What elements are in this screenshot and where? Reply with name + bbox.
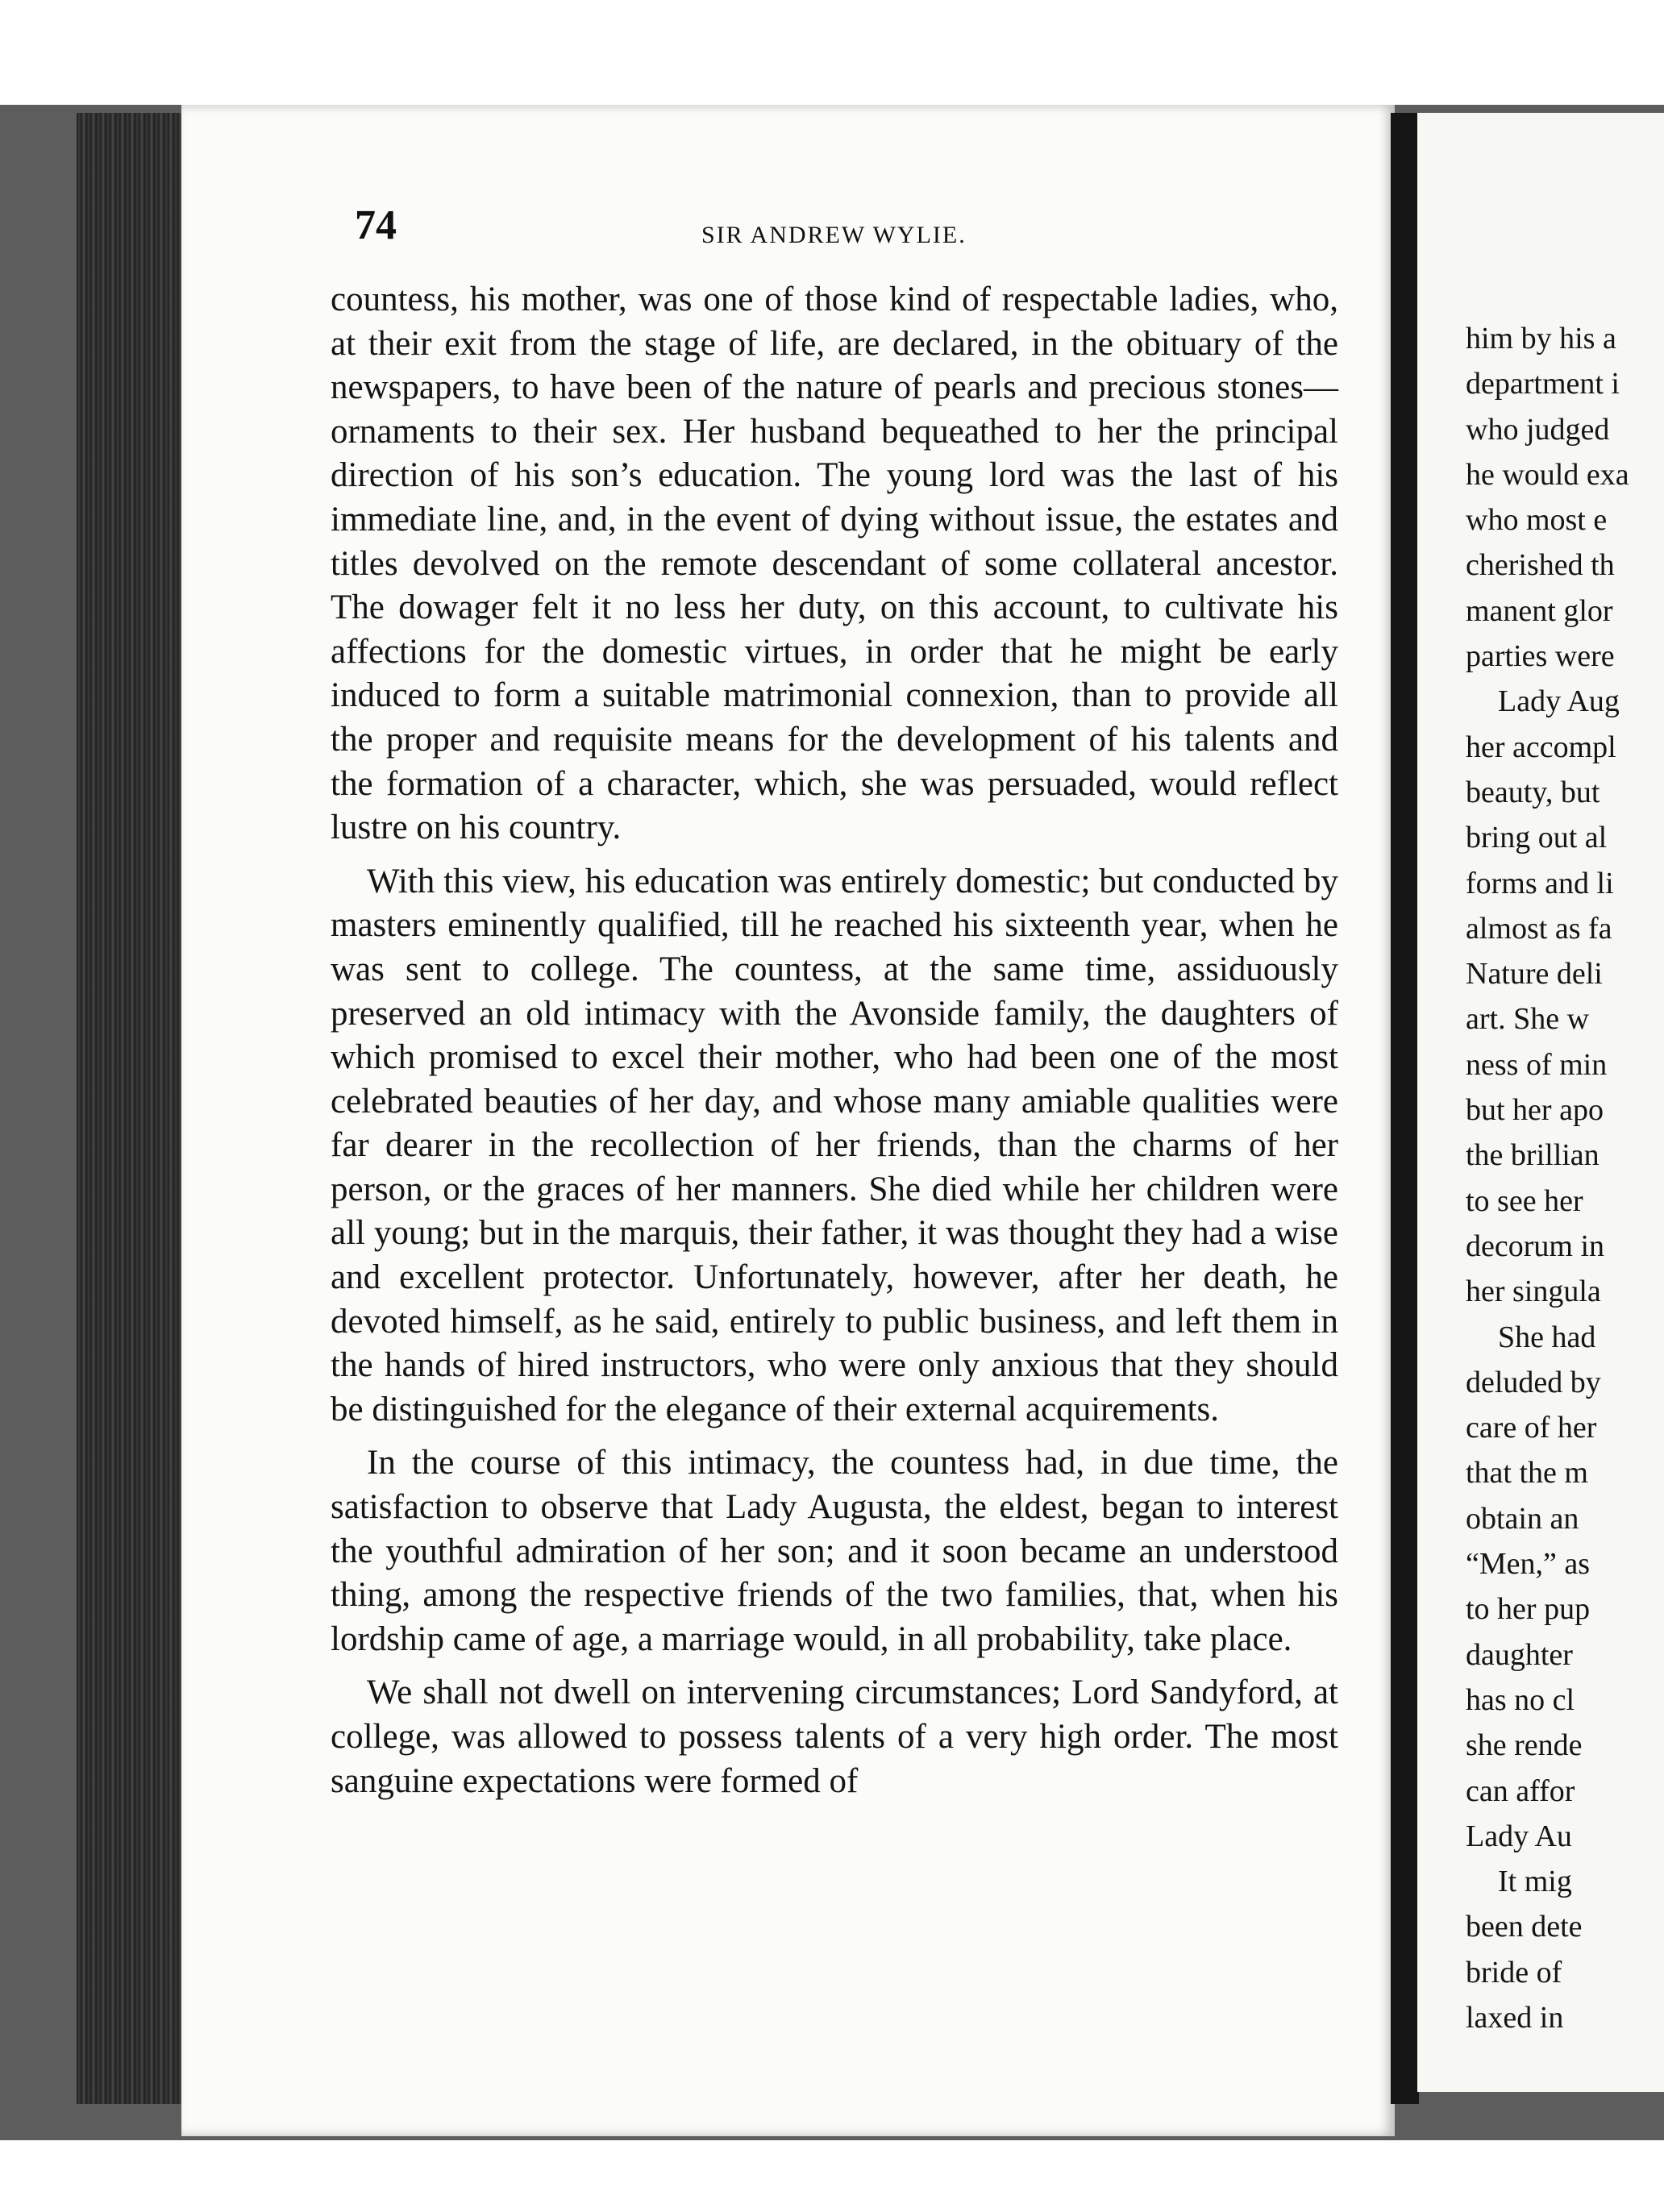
right-page-line: has no cl [1466,1682,1575,1717]
right-page-line: she rende [1466,1728,1583,1763]
right-page-line: “Men,” as [1466,1547,1591,1582]
right-page-line: beauty, but [1466,775,1600,809]
right-page-line: Lady Au [1466,1819,1572,1853]
right-page-line: him by his a [1466,322,1616,356]
right-page-line: that the m [1466,1456,1588,1491]
right-page-line: can affor [1466,1773,1575,1808]
right-page-line: deluded by [1466,1365,1601,1399]
right-page-line: It mig [1498,1865,1572,1899]
right-page-line: bring out al [1466,821,1608,855]
paragraph: countess, his mother, was one of those kind of respectable ladies, who, at their exit from the stage of life, are declared, in the obituary of the newspapers, to have been of the nature of pearls and precious stones—ornaments to their sex. Her husband bequeathed to her the principal direction of his son’s education. The young lord was the last of his immediate line, and, in the event of dying without issue, the estates and titles devolved on the remote descendant of some collateral ancestor. The dowager felt it no less her duty, on this account, to cultivate his affections for the domestic virtues, in order that he might be early induced to form a suitable matrimonial connexion, than to provide all the proper and requisite means for the development of his talents and the formation of a character, which, she was persuaded, would reflect lustre on his country. [331,281,1338,847]
scan-top-margin [0,0,1664,105]
page-number: 74 [355,202,397,248]
right-page-line: obtain an [1466,1501,1579,1536]
right-page-line: manent glor [1466,593,1613,628]
scan-bottom-margin [0,2140,1664,2212]
running-head: SIR ANDREW WYLIE. [701,222,967,248]
page-gutter [1391,113,1419,2104]
right-page-line: cherished th [1466,548,1615,583]
right-page-line: her singula [1466,1274,1601,1309]
right-page-line: Lady Aug [1498,684,1620,719]
right-page-line: She had [1498,1320,1596,1354]
right-page-line: her accompl [1466,730,1616,764]
right-page-line: laxed in [1466,2000,1564,2035]
right-page-line: daughter [1466,1637,1573,1672]
right-page-line: art. She w [1466,1002,1590,1037]
right-page-line: care of her [1466,1411,1597,1445]
body-text [331,278,1338,1813]
right-page-line: to her pup [1466,1592,1591,1627]
right-page-line: department i [1466,367,1620,401]
right-page-line: to see her [1466,1183,1583,1218]
right-page-line: ness of min [1466,1047,1608,1082]
right-page-line: who most e [1466,503,1608,538]
right-page-line: Nature deli [1466,957,1603,992]
right-page-line: forms and li [1466,866,1614,900]
right-page-line: bride of [1466,1955,1562,1990]
paragraph: In the course of this intimacy, the countess had, in due time, the satisfaction to observe that Lady Augusta, the eldest, began to interest the youthful admiration of her son; and it soon became an understood thing, among the respective friends of the two families, that, when his lordship came of age, a marriage would, in all probability, take place. [331,1444,1338,1658]
right-page-line: who judged [1466,412,1610,447]
right-page-line: parties were [1466,639,1615,674]
right-page-line: the brillian [1466,1138,1600,1173]
book-spine-edge [77,113,189,2104]
right-page-line: been dete [1466,1910,1583,1944]
right-page-text [1466,316,1664,2040]
paragraph: We shall not dwell on intervening circumstances; Lord Sandyford, at college, was allowed to possess talents of a very high order. The most sanguine expectations were formed of [331,1674,1338,1800]
right-page-line: but her apo [1466,1093,1604,1128]
right-page-line: he would exa [1466,457,1629,492]
right-page-line: decorum in [1466,1229,1605,1263]
right-page-line: almost as fa [1466,911,1612,946]
paragraph: With this view, his education was entirely domestic; but conducted by masters eminently qualified, till he reached his sixteenth year, when he was sent to college. The countess, at the same time, assiduously preserved an old intimacy with the Avonside family, the daughters of which promised to excel their mother, who had been one of the most celebrated beauties of her day, and whose many amiable qualities were far dearer in the recollection of her friends, than the charms of her person, or the graces of her manners. She died while her children were all young; but in the marquis, their father, it was thought they had a wise and excellent protector. Unfortunately, however, after her death, he devoted himself, as he said, entirely to public business, and left them in the hands of hired instructors, who were only anxious that they should be distinguished for the elegance of their external acquirements. [331,862,1338,1428]
